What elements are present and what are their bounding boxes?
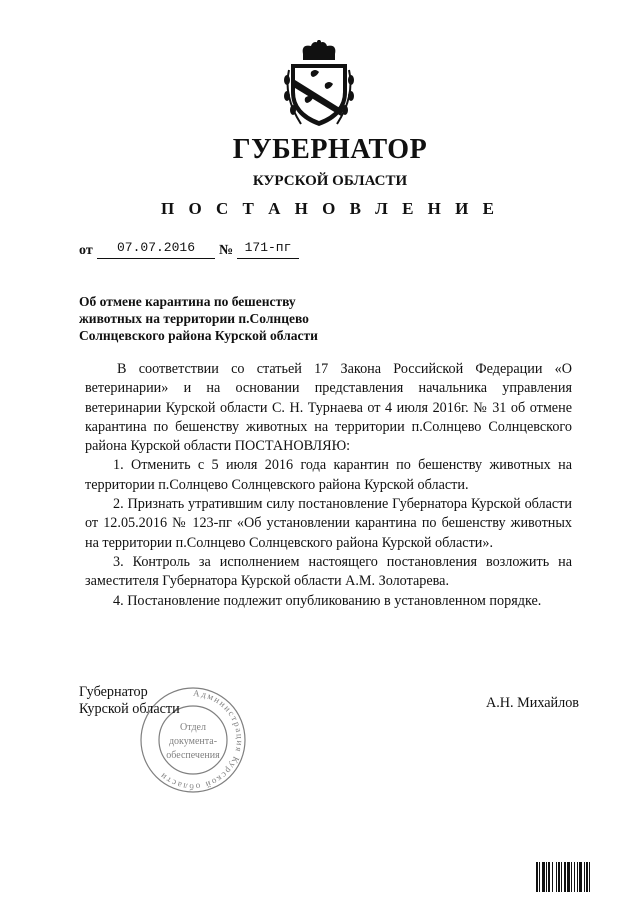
page-title: ГУБЕРНАТОР xyxy=(232,134,428,165)
signer-position xyxy=(79,684,180,718)
decree-item-2: 2. Признать утратившим силу постановление Губернатора Курской области от 12.05.2016 № 123-пг «Об установлении карантина по бешенству животных на территории п.Солнцево Солнцевского района Курской области». xyxy=(85,496,572,551)
decree-date: 07.07.2016 xyxy=(97,240,215,259)
decree-item-1: 1. Отменить с 5 июля 2016 года карантин по бешенству животных на территории п.Солнцево Солнцевского района Курской области. xyxy=(85,457,572,493)
coat-of-arms-icon xyxy=(281,40,357,130)
stamp-line: документа- xyxy=(168,736,218,747)
decree-item-3: 3. Контроль за исполнением настоящего постановления возложить на заместителя Губернатора Курской области А.М. Золотарева. xyxy=(85,553,572,590)
signer-position-line: Губернатор xyxy=(79,684,148,700)
document-type: П О С Т А Н О В Л Е Н И Е xyxy=(161,199,499,218)
date-label: от xyxy=(79,243,93,258)
stamp-line: Отдел xyxy=(180,722,206,733)
decree-body xyxy=(85,360,572,611)
signature-block xyxy=(79,684,579,804)
barcode-icon xyxy=(535,861,627,893)
stamp-ring-text: Администрация Курской области xyxy=(157,687,246,793)
subject-line: Солнцевского района Курской области xyxy=(79,328,318,343)
subject-line: Об отмене карантина по бешенству xyxy=(79,294,296,309)
stamp-line: обеспечения xyxy=(166,750,220,761)
number-label: № xyxy=(219,243,234,258)
decree-number: 171-пг xyxy=(237,240,299,259)
signer-position-line: Курской области xyxy=(79,701,180,717)
preamble-paragraph: В соответствии со статьей 17 Закона Российской Федерации «О ветеринарии» и на основании представления начальника управления ветеринарии Курской области С. Н. Турнаева от 4 июля 2016г. № 31 об отмене карантина по бешенству животных на территории п.Солнцево Солнцевского района Курской области ПОСТАНОВЛЯЮ: xyxy=(85,361,572,455)
subject-line: животных на территории п.Солнцево xyxy=(79,311,309,326)
decree-subject xyxy=(79,293,369,344)
decree-meta xyxy=(79,240,339,260)
region-title: КУРСКОЙ ОБЛАСТИ xyxy=(252,173,408,189)
decree-item-4: 4. Постановление подлежит опубликованию в установленном порядке. xyxy=(113,592,542,609)
signer-name: А.Н. Михайлов xyxy=(485,695,579,711)
